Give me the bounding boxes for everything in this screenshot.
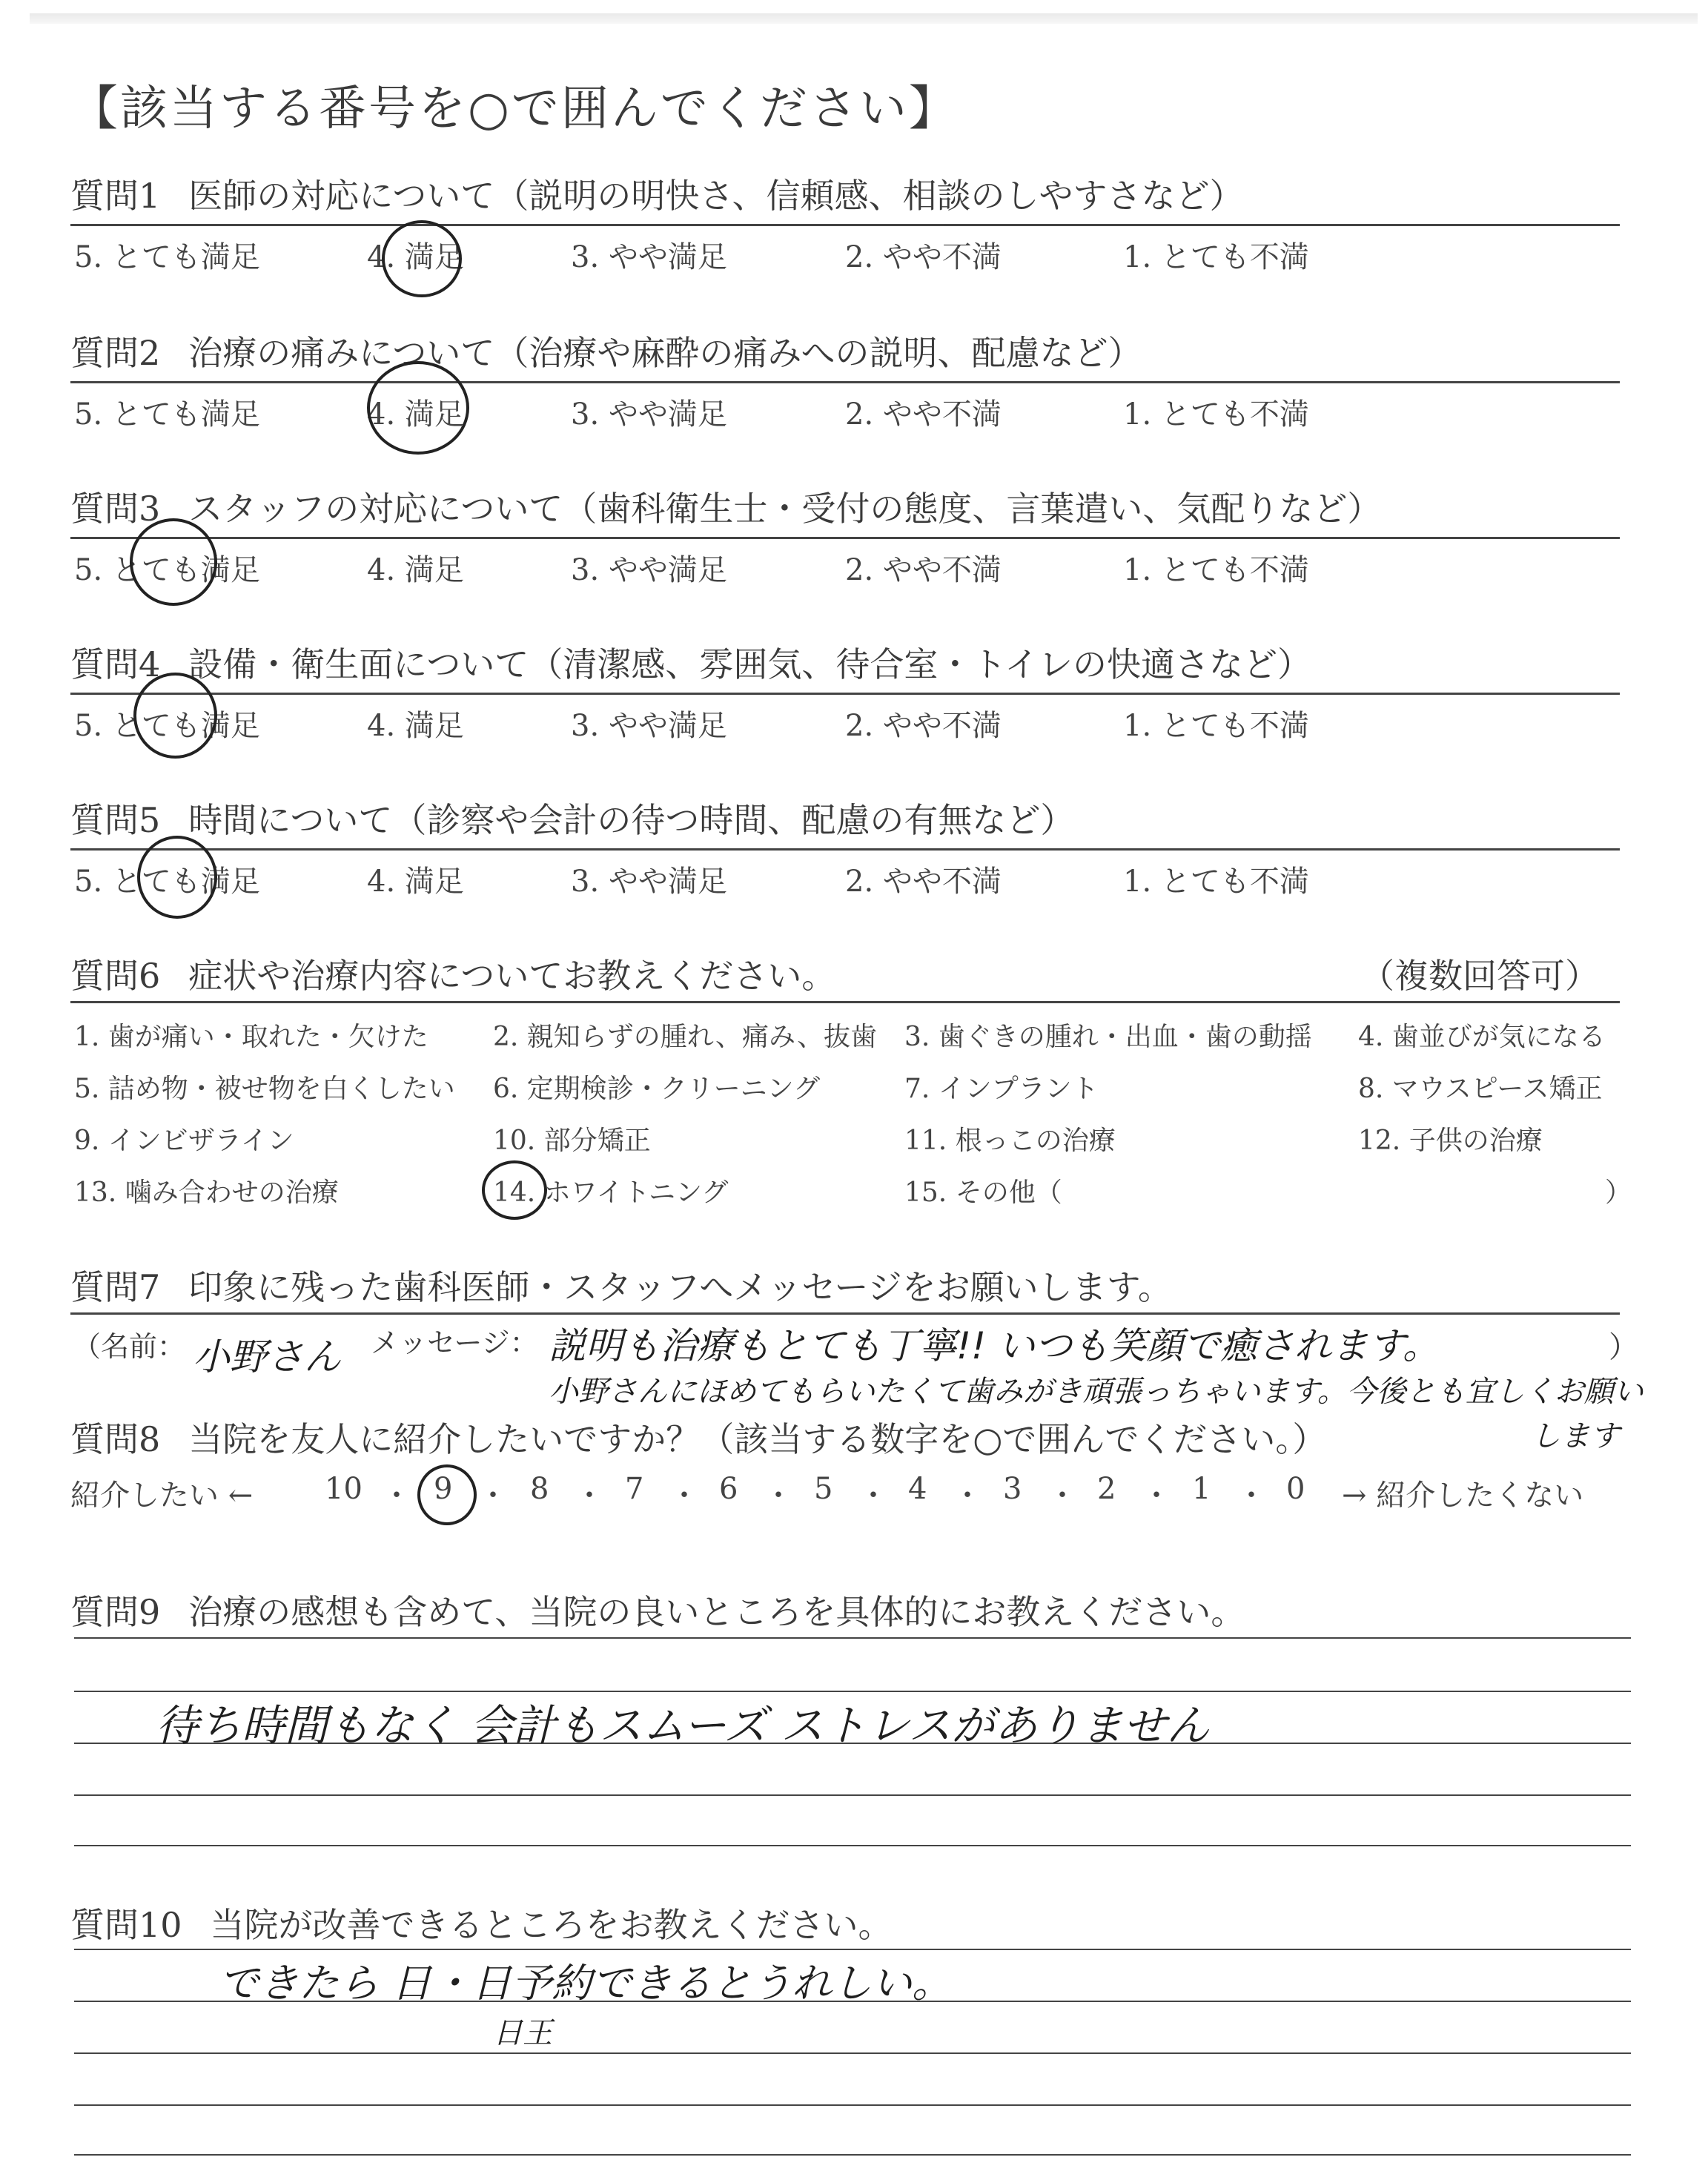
scale-dot: ・ <box>953 1479 982 1513</box>
question-4-answers <box>70 702 1627 747</box>
question-1-title: 質問1 医師の対応について（説明の明快さ、信頼感、相談のしやすさなど） <box>70 176 1244 216</box>
selection-circle <box>482 1160 547 1220</box>
scale-option[interactable]: 4 <box>908 1472 927 1506</box>
q10-answer-note[interactable]: 日王 <box>493 2016 552 2050</box>
name-value[interactable]: 小野さん <box>193 1335 341 1378</box>
scale-option[interactable]: 5 <box>814 1472 833 1506</box>
scale-dot: ・ <box>858 1479 888 1513</box>
scale-dot: ・ <box>575 1479 604 1513</box>
q5-option-1[interactable]: 1. とても不満 <box>1123 865 1309 899</box>
question-2-answers <box>70 391 1627 435</box>
symptom-options <box>74 1016 1631 1231</box>
symptom-option[interactable]: 7. インプラント <box>904 1074 1099 1104</box>
question-3-title: 質問3 スタッフの対応について（歯科衛生士・受付の態度、言葉遣い、気配りなど） <box>70 489 1382 529</box>
scale-option[interactable]: 1 <box>1192 1472 1211 1506</box>
question-5-title: 質問5 時間について（診察や会計の待つ時間、配慮の有無など） <box>70 800 1075 840</box>
q4-option-4[interactable]: 4. 満足 <box>367 709 464 743</box>
q1-option-4[interactable]: 4. 満足 <box>367 240 464 274</box>
scale-option[interactable]: 2 <box>1097 1472 1116 1506</box>
question-10-title: 質問10 当院が改善できるところをお教えください。 <box>70 1905 893 1945</box>
q2-option-2[interactable]: 2. やや不満 <box>845 397 1002 432</box>
question-2-title: 質問2 治療の痛みについて（治療や麻酔の痛みへの説明、配慮など） <box>70 333 1142 373</box>
answer-line <box>74 1845 1631 1846</box>
symptom-option[interactable]: 14. ホワイトニング <box>493 1178 729 1208</box>
q5-option-4[interactable]: 4. 満足 <box>367 865 464 899</box>
question-8-title: 質問8 当院を友人に紹介したいですか？（該当する数字を○で囲んでください。） <box>70 1419 1327 1459</box>
q3-option-5[interactable]: 5. とても満足 <box>74 553 260 587</box>
question-3-rule <box>70 537 1620 539</box>
scale-option[interactable]: 8 <box>530 1472 549 1506</box>
q10-answer[interactable]: できたら 日・日予約できるとうれしい。 <box>219 1960 953 2007</box>
page-title: 【該当する番号を○で囲んでください】 <box>70 82 959 136</box>
scale-option[interactable]: 7 <box>625 1472 644 1506</box>
scan-edge <box>30 13 1698 24</box>
answer-line <box>74 1949 1631 1950</box>
scale-option[interactable]: 3 <box>1003 1472 1022 1506</box>
message-label: メッセージ： <box>371 1327 538 1359</box>
symptom-option[interactable]: 12. 子供の治療 <box>1358 1126 1543 1156</box>
symptom-option[interactable]: 6. 定期検診・クリーニング <box>493 1074 821 1104</box>
q9-answer[interactable]: 待ち時間もなく 会計もスムーズ ストレスがありません <box>156 1700 1210 1751</box>
question-9-title: 質問9 治療の感想も含めて、当院の良いところを具体的にお教えください。 <box>70 1592 1245 1632</box>
q2-option-1[interactable]: 1. とても不満 <box>1123 397 1309 432</box>
question-2-rule <box>70 381 1620 383</box>
selection-circle <box>130 518 217 606</box>
answer-line <box>74 2104 1631 2106</box>
symptom-option-close: ） <box>1605 1178 1632 1208</box>
q1-option-3[interactable]: 3. やや満足 <box>571 240 727 274</box>
scale-dot: ・ <box>1237 1479 1266 1513</box>
question-6-note: （複数回答可） <box>1360 956 1599 996</box>
q3-option-3[interactable]: 3. やや満足 <box>571 553 727 587</box>
symptom-option[interactable]: 13. 噛み合わせの治療 <box>74 1178 339 1208</box>
scale-dot: ・ <box>478 1479 508 1513</box>
symptom-option[interactable]: 15. その他（ <box>904 1178 1062 1208</box>
q4-option-1[interactable]: 1. とても不満 <box>1123 709 1309 743</box>
q3-option-2[interactable]: 2. やや不満 <box>845 553 1002 587</box>
selection-circle <box>367 361 469 455</box>
scale-option[interactable]: 9 <box>434 1472 453 1506</box>
question-6-rule <box>70 1001 1620 1003</box>
answer-line <box>74 2052 1631 2054</box>
question-5-rule <box>70 848 1620 851</box>
symptom-option[interactable]: 11. 根っこの治療 <box>904 1126 1116 1156</box>
message-text-line2[interactable]: 小野さんにほめてもらいたくて歯みがき頑張っちゃいます。今後とも宜しくお願い <box>549 1375 1644 1409</box>
scale-option[interactable]: 10 <box>325 1472 363 1506</box>
symptom-option[interactable]: 10. 部分矯正 <box>493 1126 651 1156</box>
selection-circle <box>417 1464 477 1525</box>
message-close: ） <box>1609 1330 1638 1364</box>
symptom-option[interactable]: 3. 歯ぐきの腫れ・出血・歯の動揺 <box>904 1022 1312 1052</box>
q4-option-2[interactable]: 2. やや不満 <box>845 709 1002 743</box>
scale-dot: ・ <box>1142 1479 1171 1513</box>
question-4-title: 質問4 設備・衛生面について（清潔感、雰囲気、待合室・トイレの快適さなど） <box>70 644 1312 684</box>
q1-option-2[interactable]: 2. やや不満 <box>845 240 1002 274</box>
message-text-line3[interactable]: します <box>1531 1419 1620 1453</box>
scale-dot: ・ <box>764 1479 793 1513</box>
scale-dot: ・ <box>1047 1479 1077 1513</box>
q5-option-2[interactable]: 2. やや不満 <box>845 865 1002 899</box>
symptom-option[interactable]: 2. 親知らずの腫れ、痛み、抜歯 <box>493 1022 878 1052</box>
symptom-option[interactable]: 5. 詰め物・被せ物を白くしたい <box>74 1074 455 1104</box>
question-1-rule <box>70 224 1620 226</box>
q4-option-5[interactable]: 5. とても満足 <box>74 709 260 743</box>
name-label: （名前： <box>73 1330 186 1363</box>
question-5-answers <box>70 858 1627 902</box>
scale-option[interactable]: 6 <box>719 1472 738 1506</box>
q2-option-4[interactable]: 4. 満足 <box>367 397 464 432</box>
selection-circle <box>137 836 217 919</box>
q1-option-1[interactable]: 1. とても不満 <box>1123 240 1309 274</box>
answer-line <box>74 1637 1631 1639</box>
symptom-option[interactable]: 1. 歯が痛い・取れた・欠けた <box>74 1022 428 1052</box>
symptom-option[interactable]: 4. 歯並びが気になる <box>1358 1022 1606 1052</box>
selection-circle <box>382 220 462 297</box>
question-6-title: 質問6 症状や治療内容についてお教えください。 <box>70 956 836 996</box>
scale-dot: ・ <box>669 1479 699 1513</box>
q3-option-1[interactable]: 1. とても不満 <box>1123 553 1309 587</box>
question-7-title: 質問7 印象に残った歯科医師・スタッフへメッセージをお願いします。 <box>70 1267 1172 1307</box>
q5-option-5[interactable]: 5. とても満足 <box>74 865 260 899</box>
question-1-answers <box>70 234 1627 278</box>
q2-option-3[interactable]: 3. やや満足 <box>571 397 727 432</box>
question-3-answers <box>70 546 1627 591</box>
question-4-rule <box>70 693 1620 695</box>
scale-left-label: 紹介したい ← <box>70 1479 254 1513</box>
recommend-scale <box>70 1472 1627 1516</box>
q3-option-4[interactable]: 4. 満足 <box>367 553 464 587</box>
selection-circle <box>133 673 217 759</box>
question-7-rule <box>70 1312 1620 1315</box>
symptom-option[interactable]: 9. インビザライン <box>74 1126 294 1156</box>
answer-line <box>74 1794 1631 1796</box>
scale-option[interactable]: 0 <box>1286 1472 1305 1506</box>
scale-dot: ・ <box>382 1479 411 1513</box>
q5-option-3[interactable]: 3. やや満足 <box>571 865 727 899</box>
symptom-option[interactable]: 8. マウスピース矯正 <box>1358 1074 1603 1104</box>
scale-right-label: → 紹介したくない <box>1342 1479 1584 1513</box>
q1-option-5[interactable]: 5. とても満足 <box>74 240 260 274</box>
q4-option-3[interactable]: 3. やや満足 <box>571 709 727 743</box>
answer-line <box>74 2154 1631 2156</box>
q2-option-5[interactable]: 5. とても満足 <box>74 397 260 432</box>
message-text-line1[interactable]: 説明も治療もとても丁寧!! いつも笑顔で癒されます。 <box>549 1324 1440 1367</box>
